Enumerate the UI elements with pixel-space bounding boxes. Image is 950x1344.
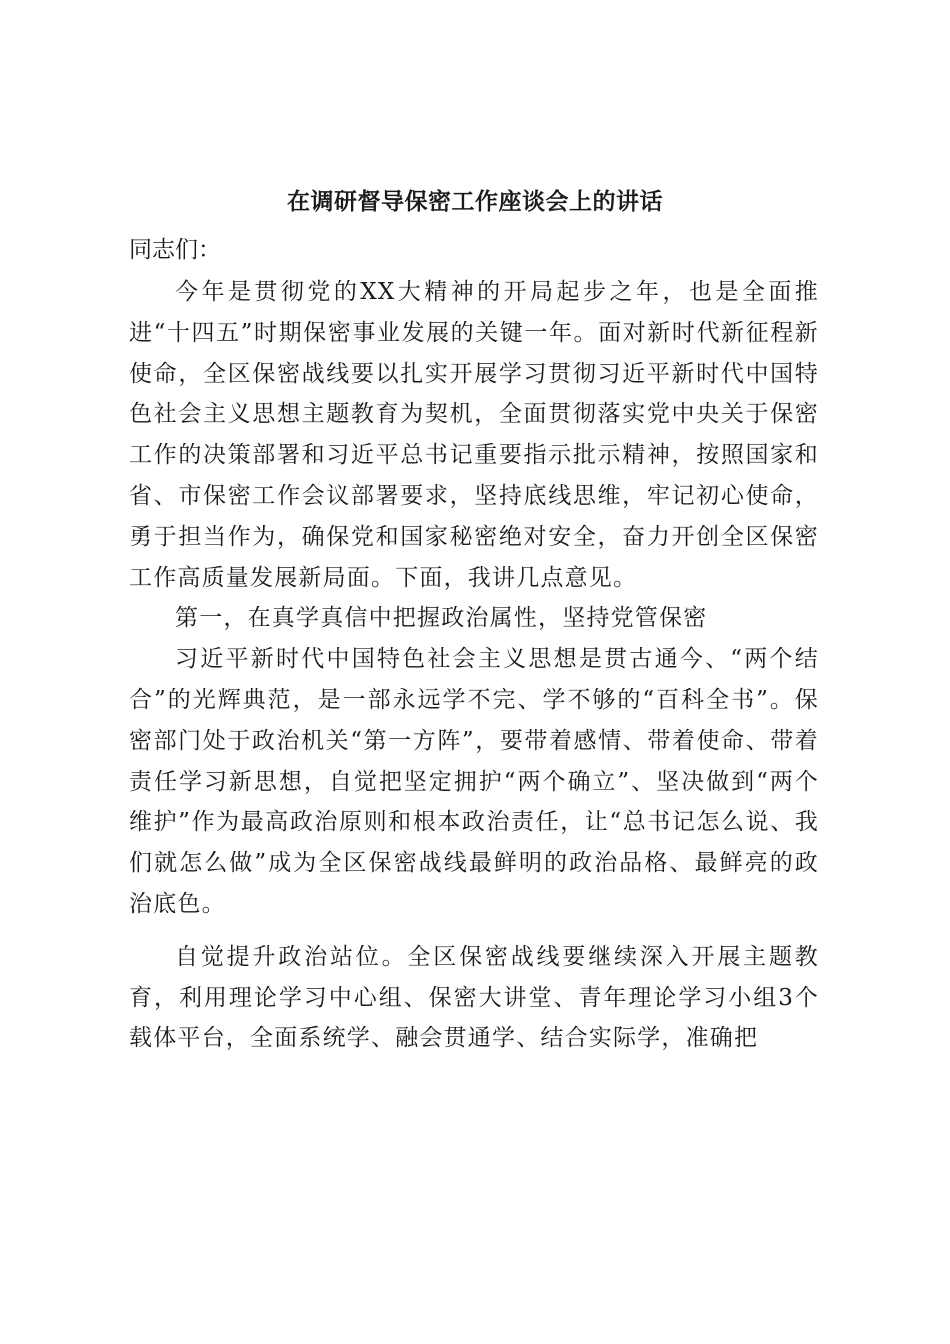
document-title: 在调研督导保密工作座谈会上的讲话 (287, 188, 663, 215)
salutation: 同志们： (129, 237, 221, 263)
paragraph-intro: 今年是贯彻党的XX大精神的开局起步之年，也是全面推进“十四五”时期保密事业发展的关键一年。面对新时代新征程新使命，全区保密战线要以扎实开展学习贯彻习近平新时代中国特色社会主义思想主题教育为契机，全面贯彻落实党中央关于保密工作的决策部署和习近平总书记重要指示批示精神，按照国家和省、市保密工作会议部署要求，坚持底线思维，牢记初心使命，勇于担当作为，确保党和国家秘密绝对安全，奋力开创全区保密工作高质量发展新局面。下面，我讲几点意见。 (129, 279, 819, 591)
document-body (129, 272, 819, 1059)
paragraph-political-stance: 自觉提升政治站位。全区保密战线要继续深入开展主题教育，利用理论学习中心组、保密大讲堂、青年理论学习小组3个载体平台，全面系统学、融会贯通学、结合实际学，准确把 (129, 943, 819, 1052)
section-heading-1: 第一，在真学真信中把握政治属性，坚持党管保密 (175, 605, 708, 632)
paragraph-section-1: 习近平新时代中国特色社会主义思想是贯古通今、“两个结合”的光辉典范，是一部永远学不完、学不够的“百科全书”。保密部门处于政治机关“第一方阵”，要带着感情、带着使命、带着责任学习新思想，自觉把坚定拥护“两个确立”、坚决做到“两个维护”作为最高政治原则和根本政治责任，让“总书记怎么说、我们就怎么做”成为全区保密战线最鲜明的政治品格、最鲜亮的政治底色。 (129, 646, 819, 917)
